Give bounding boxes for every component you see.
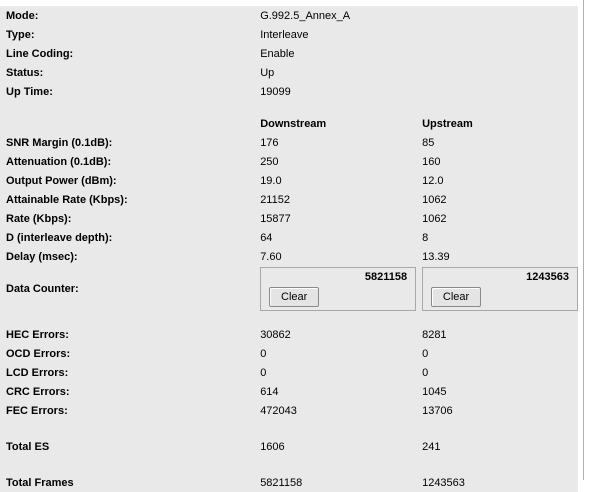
total-es-downstream: 1606 [254,437,416,456]
attainable-rate-upstream: 1062 [416,190,578,209]
table-row [0,171,578,190]
spacer-cell [0,101,254,114]
lcd-errors-upstream: 0 [416,363,578,382]
table-row [0,44,578,63]
total-es-upstream: 241 [416,437,578,456]
spacer-row [0,456,578,473]
spacer-cell [254,456,416,473]
table-row [0,190,578,209]
interleave-depth-upstream: 8 [416,228,578,247]
line-coding-value: Enable [254,44,578,63]
table-row [0,82,578,101]
header-blank [0,114,254,133]
attainable-rate-label: Attainable Rate (Kbps): [0,190,254,209]
total-frames-label: Total Frames [0,473,254,492]
table-row [0,344,578,363]
line-coding-label: Line Coding: [0,44,254,63]
attenuation-label: Attenuation (0.1dB): [0,152,254,171]
up-time-label: Up Time: [0,82,254,101]
spacer-cell [254,420,416,437]
column-header-row [0,114,578,133]
data-counter-label: Data Counter: [0,266,254,312]
output-power-upstream: 12.0 [416,171,578,190]
spacer-cell [416,101,578,114]
interleave-depth-downstream: 64 [254,228,416,247]
spacer-cell [416,312,578,325]
spacer-row [0,312,578,325]
mode-label: Mode: [0,6,254,25]
delay-label: Delay (msec): [0,247,254,266]
fec-errors-label: FEC Errors: [0,401,254,420]
type-value: Interleave [254,25,578,44]
table-row [0,6,578,25]
table-row [0,401,578,420]
rate-upstream: 1062 [416,209,578,228]
attainable-rate-downstream: 21152 [254,190,416,209]
adsl-statistics-table [0,6,578,492]
table-row [0,63,578,82]
output-power-downstream: 19.0 [254,171,416,190]
spacer-cell [416,456,578,473]
up-time-value: 19099 [254,82,578,101]
attenuation-downstream: 250 [254,152,416,171]
table-row [0,152,578,171]
spacer-cell [254,312,416,325]
mode-value: G.992.5_Annex_A [254,6,578,25]
table-row [0,473,578,492]
table-row [0,325,578,344]
downstream-counter-value: 5821158 [364,271,408,283]
type-label: Type: [0,25,254,44]
total-frames-downstream: 5821158 [254,473,416,492]
table-row [0,228,578,247]
ocd-errors-downstream: 0 [254,344,416,363]
delay-upstream: 13.39 [416,247,578,266]
status-value: Up [254,63,578,82]
hec-errors-downstream: 30862 [254,325,416,344]
table-row [0,437,578,456]
table-row [0,133,578,152]
header-upstream: Upstream [416,114,578,133]
status-label: Status: [0,63,254,82]
fec-errors-upstream: 13706 [416,401,578,420]
snr-margin-downstream: 176 [254,133,416,152]
clear-upstream-button[interactable]: Clear [431,287,481,307]
delay-downstream: 7.60 [254,247,416,266]
total-es-label: Total ES [0,437,254,456]
attenuation-upstream: 160 [416,152,578,171]
spacer-row [0,101,578,114]
data-counter-row [0,266,578,312]
table-row [0,209,578,228]
table-row [0,247,578,266]
spacer-cell [0,456,254,473]
table-row [0,25,578,44]
upstream-counter-value: 1243563 [526,271,569,283]
spacer-cell [0,312,254,325]
ocd-errors-upstream: 0 [416,344,578,363]
spacer-row [0,420,578,437]
rate-downstream: 15877 [254,209,416,228]
rate-label: Rate (Kbps): [0,209,254,228]
fec-errors-downstream: 472043 [254,401,416,420]
downstream-counter-box [260,267,416,311]
interleave-depth-label: D (interleave depth): [0,228,254,247]
snr-margin-label: SNR Margin (0.1dB): [0,133,254,152]
total-frames-upstream: 1243563 [416,473,578,492]
ocd-errors-label: OCD Errors: [0,344,254,363]
hec-errors-upstream: 8281 [416,325,578,344]
table-body [0,6,578,492]
data-counter-upstream-cell [416,266,578,312]
crc-errors-downstream: 614 [254,382,416,401]
spacer-cell [254,101,416,114]
spacer-cell [416,420,578,437]
data-counter-downstream-cell [254,266,416,312]
spacer-cell [0,420,254,437]
page-right-margin [584,0,602,480]
crc-errors-label: CRC Errors: [0,382,254,401]
table-row [0,363,578,382]
header-downstream: Downstream [254,114,416,133]
table-row [0,382,578,401]
snr-margin-upstream: 85 [416,133,578,152]
output-power-label: Output Power (dBm): [0,171,254,190]
hec-errors-label: HEC Errors: [0,325,254,344]
crc-errors-upstream: 1045 [416,382,578,401]
lcd-errors-label: LCD Errors: [0,363,254,382]
clear-downstream-button[interactable]: Clear [269,287,319,307]
upstream-counter-box [422,267,578,311]
lcd-errors-downstream: 0 [254,363,416,382]
